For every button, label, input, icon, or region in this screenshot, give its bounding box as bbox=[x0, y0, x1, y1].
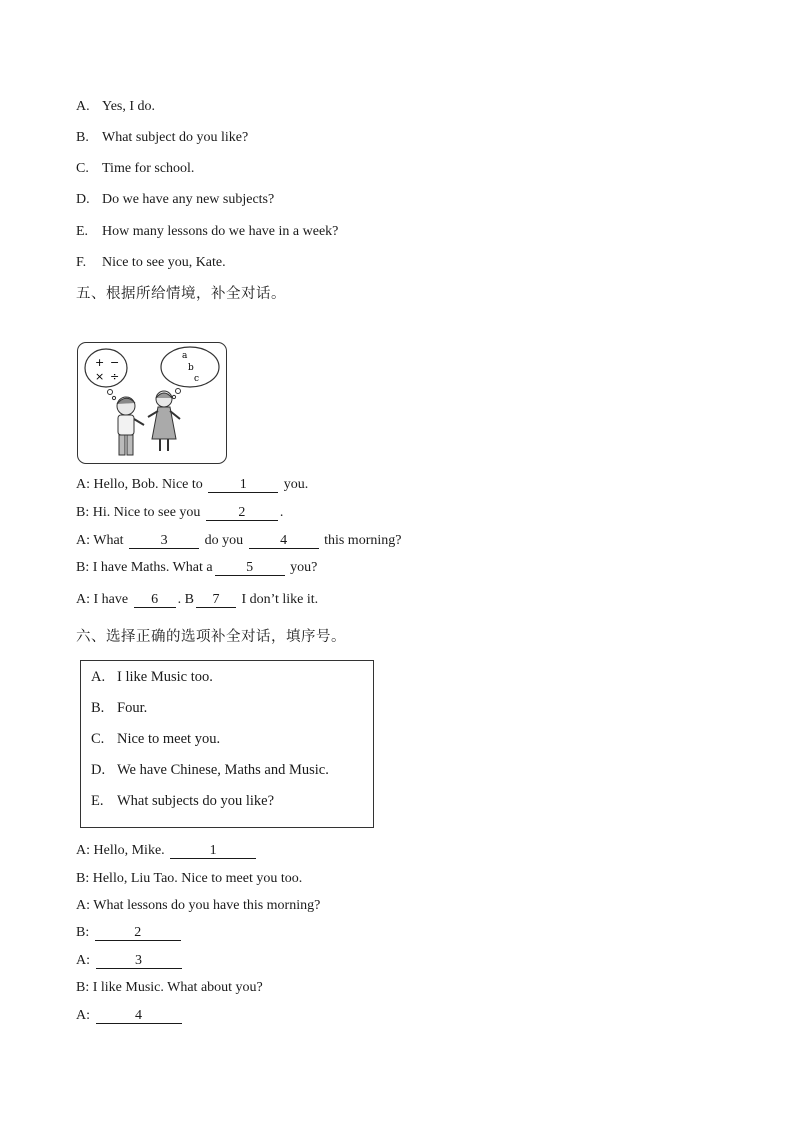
option-text: Do we have any new subjects? bbox=[102, 192, 275, 207]
dialogue-text: A: What bbox=[76, 533, 124, 548]
dialogue6-line-1 bbox=[76, 842, 258, 860]
bubble-dot bbox=[172, 395, 175, 398]
option-text: Four. bbox=[117, 700, 148, 716]
answer6-blank-2[interactable]: 2 bbox=[95, 925, 181, 941]
bubble-dot bbox=[176, 389, 181, 394]
option-letter: E. bbox=[91, 793, 104, 809]
plus-symbol: + bbox=[95, 356, 105, 369]
answer-blank-4[interactable]: 4 bbox=[249, 533, 319, 549]
box-option-b bbox=[91, 700, 147, 717]
letter-b: b bbox=[188, 363, 194, 373]
option-text: Yes, I do. bbox=[102, 99, 156, 114]
option-letter: E. bbox=[76, 224, 89, 239]
box-option-e bbox=[91, 793, 274, 810]
dialogue-text: I don’t like it. bbox=[241, 592, 319, 607]
letter-a: a bbox=[182, 351, 188, 361]
dialogue-text: do you bbox=[204, 533, 244, 548]
letter-c: c bbox=[194, 374, 200, 384]
dialogue6-line-5 bbox=[76, 952, 184, 970]
minus-symbol: − bbox=[110, 356, 120, 369]
times-symbol: × bbox=[95, 370, 105, 383]
option-letter: D. bbox=[91, 762, 106, 778]
option-line-d bbox=[76, 191, 274, 209]
answer6-blank-3[interactable]: 3 bbox=[96, 953, 182, 969]
dialogue-line-5 bbox=[76, 591, 318, 609]
dialogue6-line-4 bbox=[76, 924, 183, 942]
boy-leg bbox=[119, 435, 125, 455]
option-letter: A. bbox=[91, 669, 106, 685]
divide-symbol: ÷ bbox=[110, 370, 120, 383]
dialogue-text: you. bbox=[283, 477, 309, 492]
option-letter: B. bbox=[91, 700, 105, 716]
option-text: We have Chinese, Maths and Music. bbox=[117, 762, 329, 778]
answer-blank-5[interactable]: 5 bbox=[215, 560, 285, 576]
option-letter: C. bbox=[91, 731, 105, 747]
dialogue-text: B: Hi. Nice to see you bbox=[76, 505, 201, 520]
option-letter: F. bbox=[76, 255, 87, 270]
dialogue-line-4 bbox=[76, 559, 317, 577]
dialogue-text: A: bbox=[76, 953, 90, 968]
dialogue-line-2 bbox=[76, 504, 283, 522]
answer-blank-7[interactable]: 7 bbox=[196, 592, 236, 608]
boy-shirt bbox=[118, 415, 134, 435]
dialogue-text: A: Hello, Mike. bbox=[76, 843, 165, 858]
answer-blank-1[interactable]: 1 bbox=[208, 477, 278, 493]
option-line-e bbox=[76, 223, 338, 241]
option-line-a bbox=[76, 98, 155, 116]
boy-arm bbox=[134, 419, 144, 425]
dialogue-text: . bbox=[279, 505, 284, 520]
children-illustration-svg bbox=[78, 343, 226, 463]
dialogue-text: A: I have bbox=[76, 592, 129, 607]
option-text: Time for school. bbox=[102, 161, 195, 176]
option-text: How many lessons do we have in a week? bbox=[102, 224, 339, 239]
dialogue-text: B: I have Maths. What a bbox=[76, 560, 213, 575]
option-line-c bbox=[76, 160, 194, 178]
dialogue6-line-3: A: What lessons do you have this morning? bbox=[76, 898, 321, 913]
answer-blank-2[interactable]: 2 bbox=[206, 505, 278, 521]
box-option-d bbox=[91, 762, 329, 779]
answer6-blank-1[interactable]: 1 bbox=[170, 843, 256, 859]
box-option-c bbox=[91, 731, 220, 748]
option-text: What subjects do you like? bbox=[117, 793, 275, 809]
box-option-a bbox=[91, 669, 213, 686]
dialogue-text: this morning? bbox=[324, 533, 402, 548]
dialogue-text: A: bbox=[76, 1008, 90, 1023]
option-letter: C. bbox=[76, 161, 89, 176]
section-six-heading: 六、选择正确的选项补全对话，填序号。 bbox=[76, 629, 346, 645]
boy-leg bbox=[127, 435, 133, 455]
option-line-b bbox=[76, 129, 248, 147]
dialogue-text: . B bbox=[177, 592, 194, 607]
option-text: Nice to meet you. bbox=[117, 731, 221, 747]
options-box bbox=[80, 660, 374, 828]
option-text: I like Music too. bbox=[117, 669, 213, 685]
dialogue6-line-2: B: Hello, Liu Tao. Nice to meet you too. bbox=[76, 871, 303, 886]
dialogue6-line-6: B: I like Music. What about you? bbox=[76, 980, 263, 995]
dialogue-text: A: Hello, Bob. Nice to bbox=[76, 477, 203, 492]
dialogue-text: B: bbox=[76, 925, 90, 940]
option-letter: A. bbox=[76, 99, 90, 114]
option-letter: D. bbox=[76, 192, 90, 207]
option-letter: B. bbox=[76, 130, 89, 145]
answer-blank-6[interactable]: 6 bbox=[134, 592, 176, 608]
option-line-f bbox=[76, 254, 226, 272]
dialogue-line-3 bbox=[76, 532, 401, 550]
bubble-dot bbox=[112, 396, 115, 399]
section-five-heading: 五、根据所给情境，补全对话。 bbox=[76, 286, 286, 302]
dialogue-line-1 bbox=[76, 476, 308, 494]
illustration-two-children bbox=[77, 342, 227, 464]
dialogue6-line-7 bbox=[76, 1007, 184, 1025]
option-text: What subject do you like? bbox=[102, 130, 249, 145]
left-thought-bubble bbox=[85, 349, 127, 387]
bubble-dot bbox=[108, 390, 113, 395]
dialogue-text: you? bbox=[290, 560, 318, 575]
answer6-blank-4[interactable]: 4 bbox=[96, 1008, 182, 1024]
option-text: Nice to see you, Kate. bbox=[102, 255, 226, 270]
answer-blank-3[interactable]: 3 bbox=[129, 533, 199, 549]
